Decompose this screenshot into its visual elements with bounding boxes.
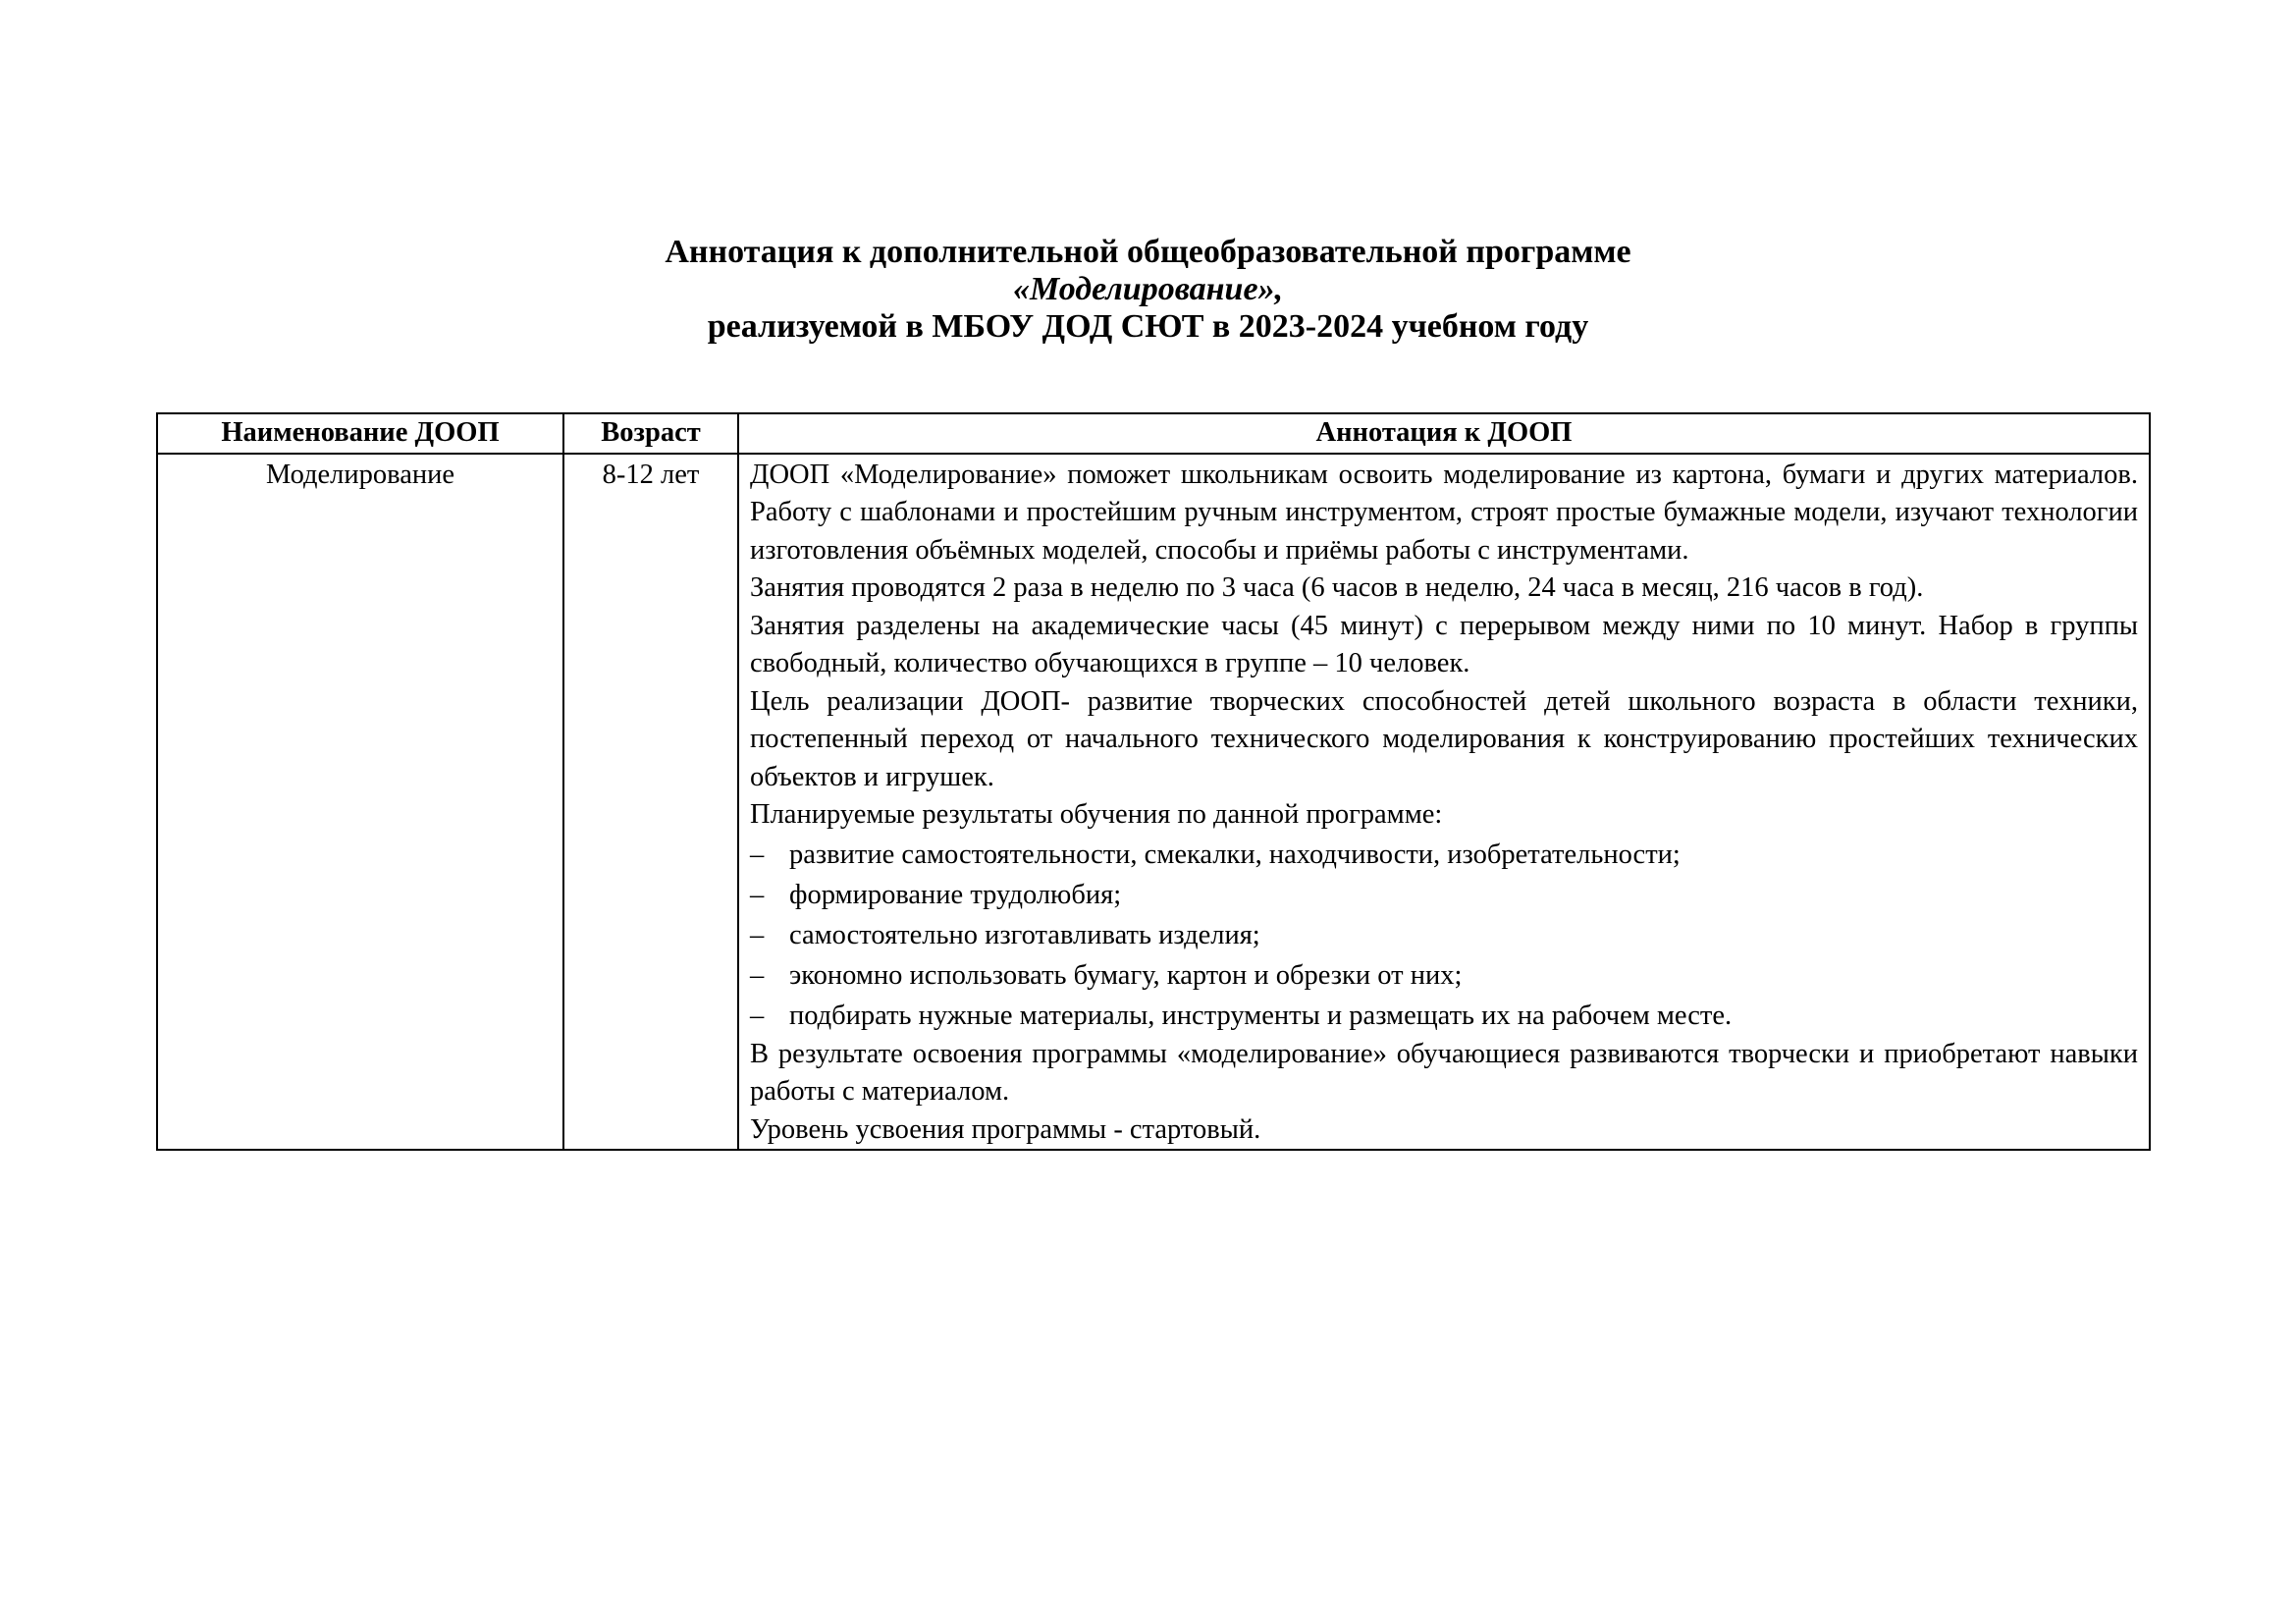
dash-marker: – (750, 839, 765, 870)
title-quote-close: », (1257, 271, 1284, 307)
title-line-3: реализуемой в МБОУ ДОД СЮТ в 2023-2024 учебном году (707, 308, 1589, 345)
title-line-1: Аннотация к дополнительной общеобразовательной программе (665, 234, 1631, 270)
header-age: Возраст (563, 413, 738, 454)
list-item-text: формирование трудолюбия; (789, 879, 1122, 910)
dash-marker: – (750, 1000, 765, 1031)
cell-program-name: Моделирование (157, 454, 563, 1151)
cell-age: 8-12 лет (563, 454, 738, 1151)
annotation-paragraph-goal: Цель реализации ДООП- развитие творческих способностей детей школьного возраста в области техники, постепенный переход от начального технического моделирования к конструированию простейших технических объектов и игрушек. (750, 685, 2138, 792)
annotation-paragraph-results-heading: Планируемые результаты обучения по данной программе: (750, 799, 1443, 830)
title-line-2 (0, 271, 2296, 308)
list-item-text: самостоятельно изготавливать изделия; (789, 919, 1260, 950)
table-header-row (157, 413, 2150, 454)
annotation-paragraph-hours: Занятия разделены на академические часы (45 минут) с перерывом между ними по 10 минут. Набор в группы свободный, количество обучающихся в группе – 10 человек. (750, 610, 2138, 678)
list-item (750, 835, 2138, 875)
annotation-paragraph-intro: ДООП «Моделирование» поможет школьникам освоить моделирование из картона, бумаги и других материалов. Работу с шаблонами и простейшим ручным инструментом, строят простые бумажные модели, изучают технологии изготовления объёмных моделей, способы и приёмы работы с инструментами. (750, 459, 2138, 566)
title-program-name: Моделирование (1029, 271, 1258, 307)
list-item (750, 915, 2138, 955)
annotation-paragraph-outcome: В результате освоения программы «моделирование» обучающиеся развиваются творчески и приобретают навыки работы с материалом. (750, 1038, 2138, 1107)
results-list (750, 835, 2138, 1036)
dash-marker: – (750, 959, 765, 991)
annotation-paragraph-level: Уровень усвоения программы - стартовый. (750, 1113, 1261, 1145)
annotation-paragraph-schedule: Занятия проводятся 2 раза в неделю по 3 часа (6 часов в неделю, 24 часа в месяц, 216 часов в год). (750, 572, 1924, 603)
list-item (750, 955, 2138, 996)
cell-annotation (738, 454, 2150, 1151)
annotation-table (156, 412, 2151, 1151)
list-item-text: подбирать нужные материалы, инструменты и размещать их на рабочем месте. (789, 1000, 1733, 1031)
dash-marker: – (750, 919, 765, 950)
dash-marker: – (750, 879, 765, 910)
header-annotation: Аннотация к ДООП (738, 413, 2150, 454)
title-quote-open: « (1012, 271, 1030, 307)
page-title (0, 234, 2296, 346)
table-row (157, 454, 2150, 1151)
header-program-name: Наименование ДООП (157, 413, 563, 454)
list-item (750, 875, 2138, 915)
list-item-text: экономно использовать бумагу, картон и обрезки от них; (789, 959, 1463, 991)
list-item (750, 996, 2138, 1036)
list-item-text: развитие самостоятельности, смекалки, находчивости, изобретательности; (789, 839, 1681, 870)
